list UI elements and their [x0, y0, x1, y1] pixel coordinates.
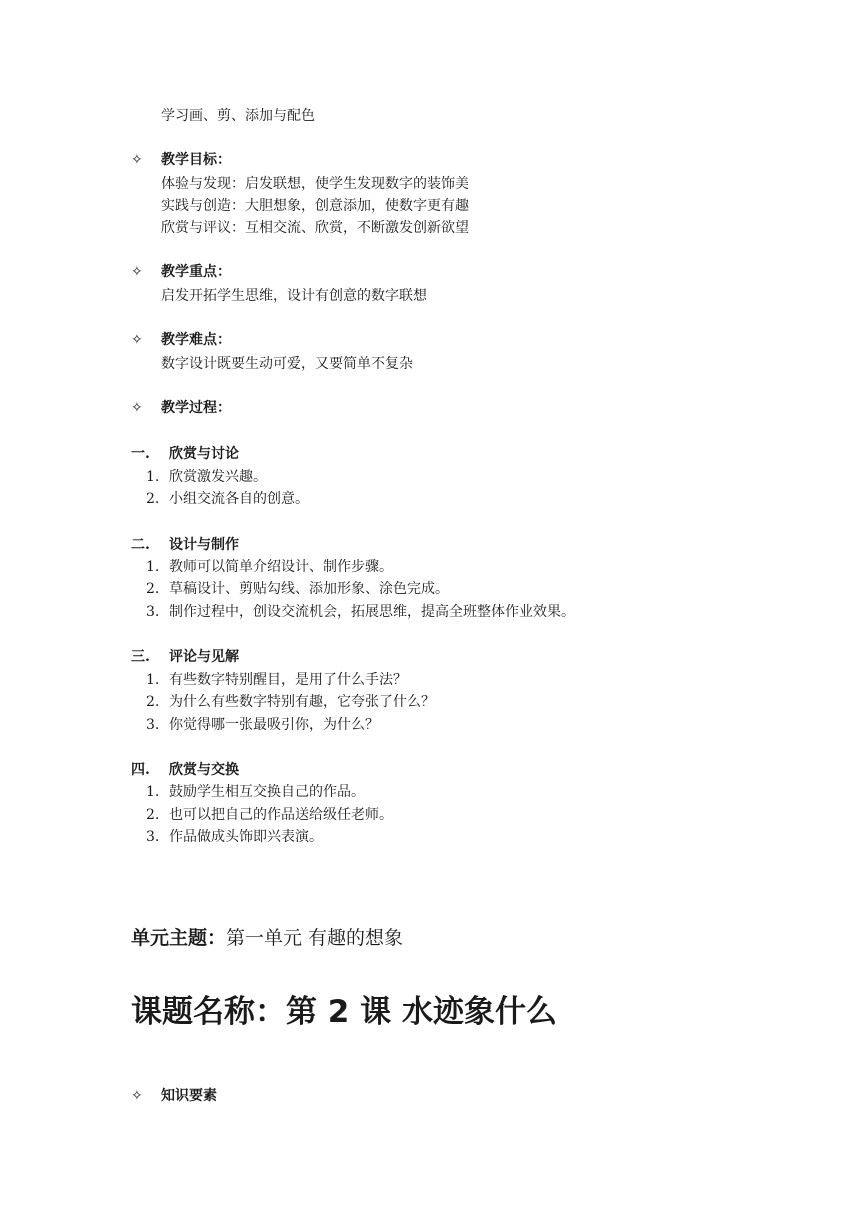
list-item-number: 2.: [146, 581, 160, 597]
list-item-text: 教师可以简单介绍设计、制作步骤。: [169, 559, 393, 575]
section-title: 欣赏与讨论: [169, 446, 239, 462]
list-item: [146, 579, 449, 599]
bullet-star-icon: ✧: [131, 1088, 143, 1104]
process-heading-row: [131, 398, 231, 418]
list-item: [146, 805, 393, 825]
list-item-number: 2.: [146, 694, 160, 710]
list-item-number: 1.: [146, 559, 160, 575]
list-item: [146, 692, 435, 712]
list-item-text: 小组交流各自的创意。: [169, 491, 309, 507]
goal-line: 体验与发现：启发联想，使学生发现数字的装饰美: [161, 176, 469, 192]
section-number: 二.: [131, 537, 150, 553]
section-number: 四.: [131, 762, 150, 778]
knowledge-heading: 知识要素: [161, 1088, 217, 1104]
section-number: 一.: [131, 446, 150, 462]
list-item: [146, 827, 323, 847]
key-points-text: 启发开拓学生思维，设计有创意的数字联想: [161, 288, 427, 304]
list-item-number: 3.: [146, 829, 160, 845]
list-item-number: 2.: [146, 491, 160, 507]
goal-line: 欣赏与评议：互相交流、欣赏，不断激发创新欲望: [161, 220, 469, 236]
difficulties-heading: 教学难点：: [161, 332, 231, 348]
list-item-text: 为什么有些数字特别有趣，它夸张了什么？: [169, 694, 435, 710]
lesson-title-value: 第 2 课 水迹象什么: [286, 994, 557, 1030]
section-title: 欣赏与交换: [169, 762, 239, 778]
goals-heading-row: [131, 150, 231, 170]
list-item-text: 你觉得哪一张最吸引你，为什么？: [169, 717, 379, 733]
key-points-heading: 教学重点：: [161, 264, 231, 280]
list-item: [146, 467, 267, 487]
goal-line: 实践与创造：大胆想象，创意添加，使数字更有趣: [161, 198, 469, 214]
list-item: [146, 715, 379, 735]
intro-line: 学习画、剪、添加与配色: [161, 108, 315, 124]
list-item-text: 欣赏激发兴趣。: [169, 469, 267, 485]
unit-theme: [131, 925, 403, 951]
list-item-text: 草稿设计、剪贴勾线、添加形象、涂色完成。: [169, 581, 449, 597]
list-item-text: 鼓励学生相互交换自己的作品。: [169, 784, 365, 800]
list-item: [146, 557, 393, 577]
list-item-number: 1.: [146, 672, 160, 688]
bullet-star-icon: ✧: [131, 152, 143, 168]
list-item-number: 1.: [146, 784, 160, 800]
section-number: 三.: [131, 649, 150, 665]
list-item-number: 3.: [146, 717, 160, 733]
difficulties-heading-row: [131, 330, 231, 350]
knowledge-heading-row: [131, 1086, 217, 1106]
goals-heading: 教学目标：: [161, 152, 231, 168]
lesson-title-label: 课题名称：: [131, 994, 286, 1030]
key-points-heading-row: [131, 262, 231, 282]
lesson-title: [131, 990, 557, 1034]
list-item-text: 制作过程中，创设交流机会，拓展思维，提高全班整体作业效果。: [169, 604, 575, 620]
list-item: [146, 602, 575, 622]
list-item-text: 作品做成头饰即兴表演。: [169, 829, 323, 845]
bullet-star-icon: ✧: [131, 332, 143, 348]
section-title: 评论与见解: [169, 649, 239, 665]
list-item: [146, 782, 365, 802]
list-item-text: 有些数字特别醒目，是用了什么手法？: [169, 672, 407, 688]
list-item-number: 3.: [146, 604, 160, 620]
unit-theme-label: 单元主题：: [131, 927, 227, 949]
section-heading: [131, 647, 239, 667]
list-item-number: 1.: [146, 469, 160, 485]
section-heading: [131, 444, 239, 464]
list-item-number: 2.: [146, 807, 160, 823]
list-item: [146, 670, 407, 690]
section-heading: [131, 760, 239, 780]
process-heading: 教学过程：: [161, 400, 231, 416]
difficulties-text: 数字设计既要生动可爱，又要简单不复杂: [161, 356, 413, 372]
section-title: 设计与制作: [169, 537, 239, 553]
list-item: [146, 489, 309, 509]
bullet-star-icon: ✧: [131, 264, 143, 280]
list-item-text: 也可以把自己的作品送给级任老师。: [169, 807, 393, 823]
bullet-star-icon: ✧: [131, 400, 143, 416]
unit-theme-value: 第一单元 有趣的想象: [226, 927, 404, 949]
section-heading: [131, 535, 239, 555]
